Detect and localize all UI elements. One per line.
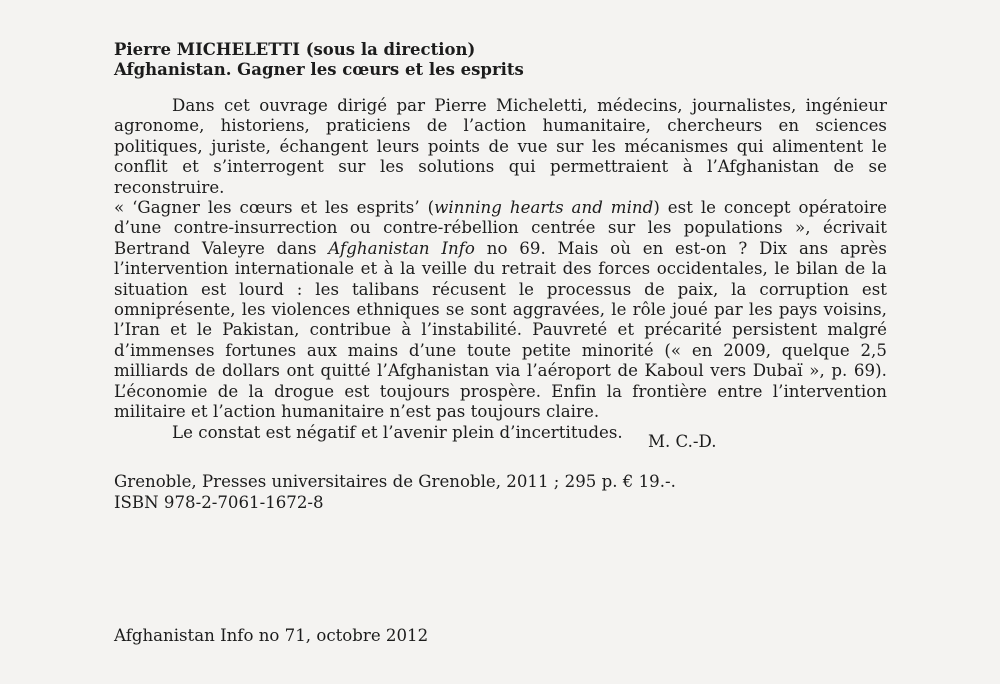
p2-part-c: ) est le concept opératoire d’une contre-insurrection ou contre-rébellion centrée sur les populations », écrivait Bertrand Valeyre dans (114, 198, 888, 258)
publisher-line: Grenoble, Presses universitaires de Grenoble, 2011 ; 295 p. € 19.-. (114, 472, 676, 491)
paragraph-analysis (114, 198, 887, 422)
review-header (114, 40, 894, 80)
bleed-through-text (440, 0, 700, 8)
publication-info (114, 471, 814, 513)
p2-italic-phrase: winning hearts and mind (434, 198, 654, 218)
author-line: Pierre MICHELETTI (sous la direction) (114, 40, 476, 59)
source-line: Afghanistan Info no 71, octobre 2012 (114, 626, 429, 645)
reviewer-signature: M. C.-D. (648, 432, 717, 451)
p2-part-e: no 69. Mais où en est-on ? Dix ans après l’intervention internationale et à la veille du retrait des forces occidentales, le bilan de la situation est lourd : les talibans récusent le processus de paix, la corruption est omniprésente, les violences ethniques se sont aggravées, le rôle joué par les pays voisins, l’Iran et le Pakistan, contribue à l’instabilité. Pauvreté et précarité persistent malgré d’immenses fortunes aux mains d’une toute petite minorité (« en 2009, quelque 2,5 milliards de dollars ont quitté l’Afghanistan via l’aéroport de Kaboul vers Dubaï », p. 69). L’économie de la drogue est toujours prospère. Enfin la frontière entre l’intervention militaire et l’action humanitaire n’est pas toujours claire. (114, 238, 887, 422)
paragraph-intro: Dans cet ouvrage dirigé par Pierre Micheletti, médecins, journalistes, ingénieur agronome, historiens, praticiens de l’action humanitaire, chercheurs en sciences politiques, juriste, échangent leurs points de vue sur les mécanismes qui alimentent le conflit et s’interrogent sur les solutions qui permettraient à l’Afghanistan de se reconstruire. (114, 96, 887, 197)
p2-part-a: « ‘Gagner les cœurs et les esprits’ ( (114, 198, 435, 218)
paragraph-conclusion: Le constat est négatif et l’avenir plein d’incertitudes. (172, 422, 623, 442)
p2-italic-journal: Afghanistan Info (328, 238, 475, 258)
book-title: Afghanistan. Gagner les cœurs et les esprits (114, 60, 524, 79)
review-body (114, 96, 887, 443)
isbn-line: ISBN 978-2-7061-1672-8 (114, 493, 324, 512)
